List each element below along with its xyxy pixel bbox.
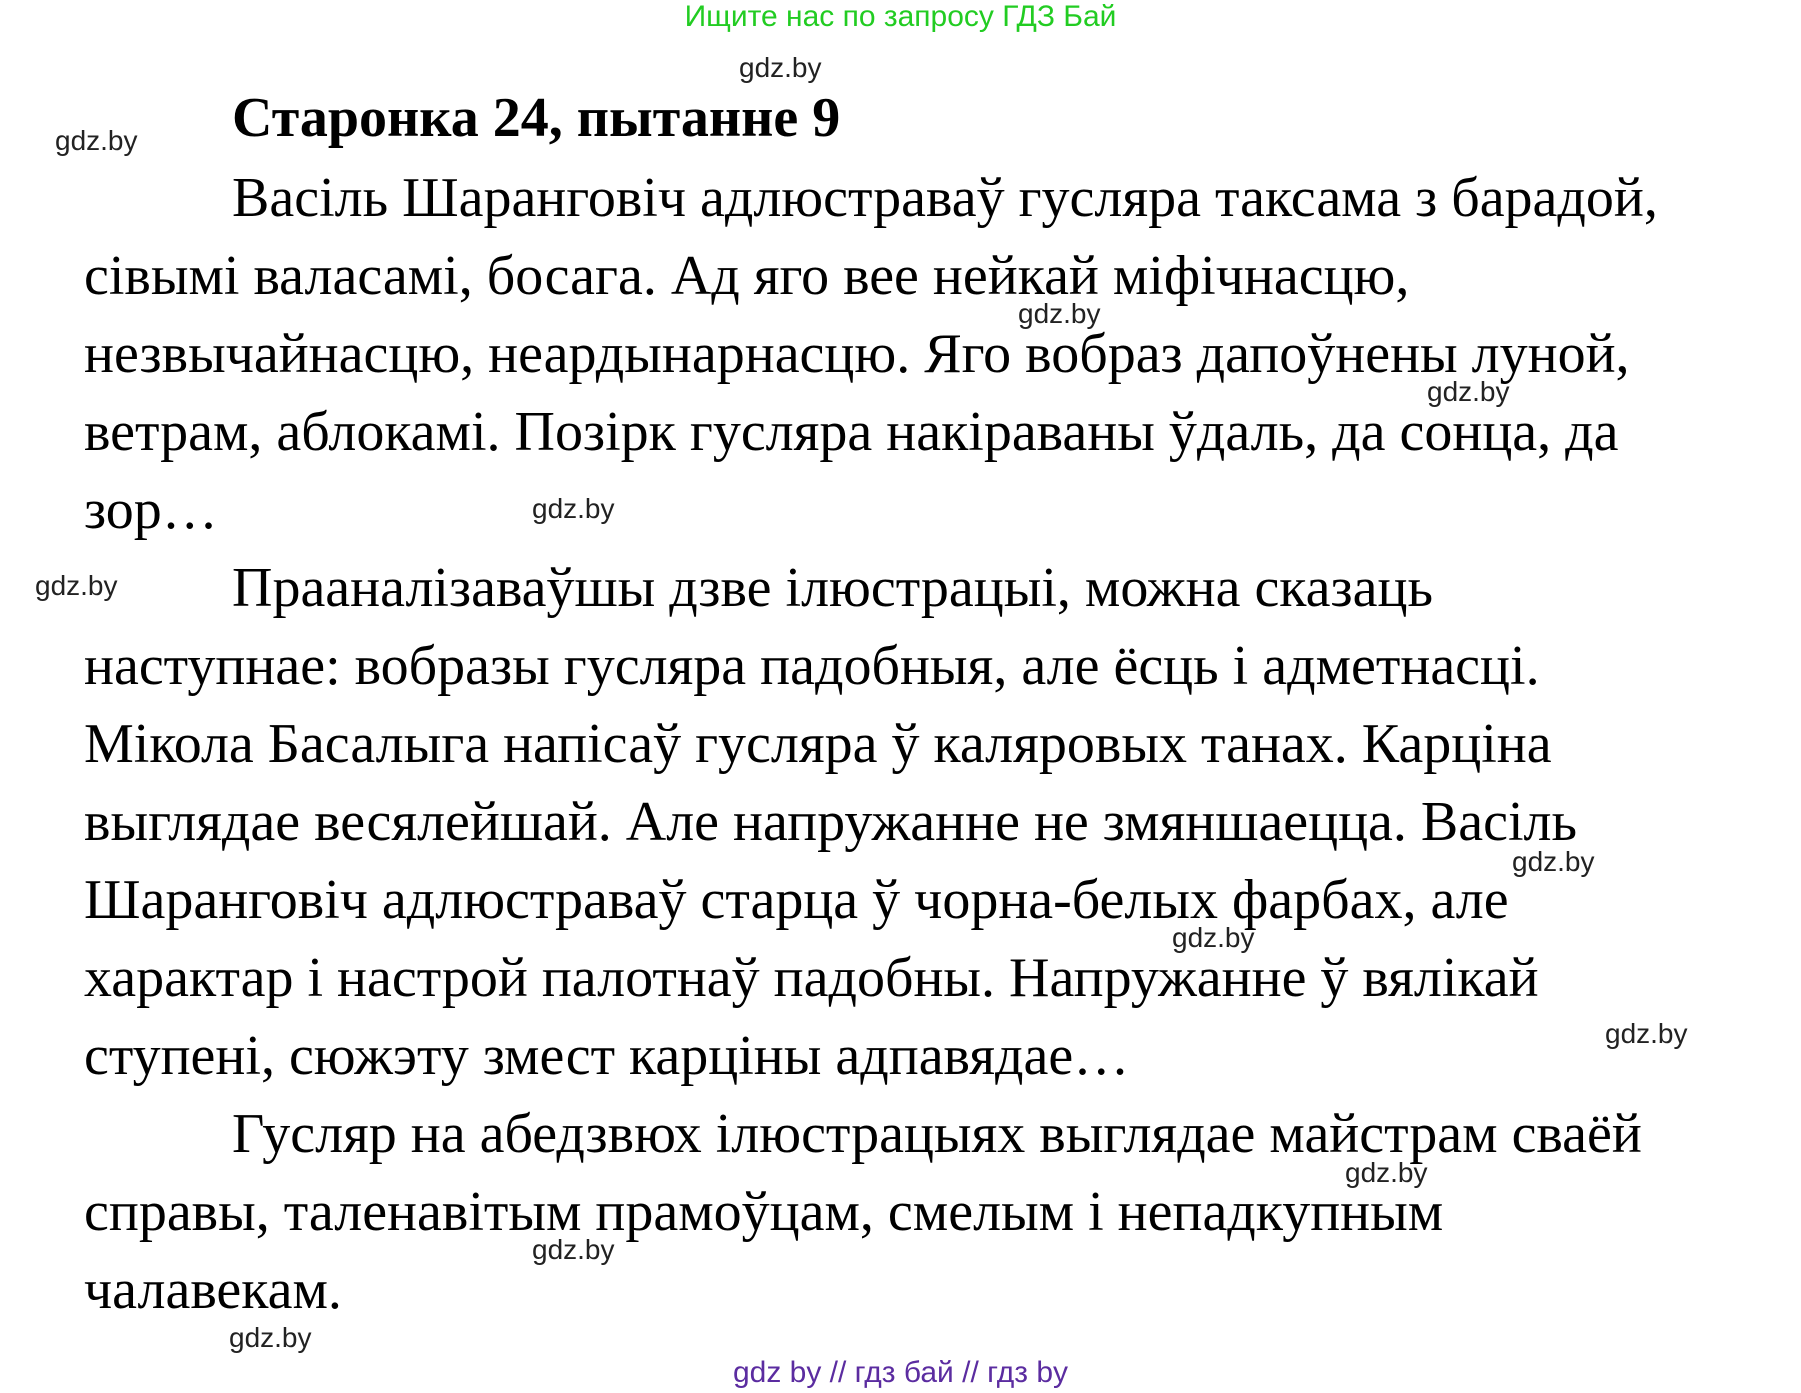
text-line: выглядае весялейшай. Але напружанне не змяншаецца. Васіль <box>84 791 1577 853</box>
text-line: Васіль Шаранговіч адлюстраваў гусляра таксама з барадой, <box>232 167 1658 229</box>
watermark: gdz.by <box>1172 922 1255 953</box>
footer-links[interactable]: gdz by // гдз бай // гдз by <box>732 1356 1069 1389</box>
watermark: gdz.by <box>1018 298 1101 329</box>
text-line: зор… <box>84 479 218 541</box>
watermark: gdz.by <box>739 52 822 83</box>
watermark: gdz.by <box>532 1234 615 1265</box>
watermark: gdz.by <box>1605 1018 1688 1049</box>
watermark: gdz.by <box>1512 846 1595 877</box>
text-line: наступнае: вобразы гусляра падобныя, але ёсць і адметнасці. <box>84 635 1540 697</box>
text-line: ветрам, аблокамі. Позірк гусляра накіраваны ўдаль, да сонца, да <box>84 401 1619 463</box>
text-line: незвычайнасцю, неардынарнасцю. Яго вобраз дапоўнены луной, <box>84 323 1630 385</box>
text-line: сівымі валасамі, босага. Ад яго вее нейкай міфічнасцю, <box>84 245 1410 307</box>
watermark: gdz.by <box>229 1322 312 1353</box>
text-line: Прааналізаваўшы дзве ілюстрацыі, можна сказаць <box>232 557 1433 619</box>
search-banner[interactable]: Ищите нас по запросу ГДЗ Бай <box>684 0 1117 33</box>
text-line: ступені, сюжэту змест карціны адпавядае… <box>84 1025 1130 1087</box>
text-line: Мікола Басалыга напісаў гусляра ў каляровых танах. Карціна <box>84 713 1552 775</box>
text-line: Гусляр на абедзвюх ілюстрацыях выглядае майстрам сваёй <box>232 1103 1642 1165</box>
watermark: gdz.by <box>35 570 118 601</box>
page-title: Старонка 24, пытанне 9 <box>232 87 841 149</box>
watermark: gdz.by <box>55 125 138 156</box>
text-line: Шаранговіч адлюстраваў старца ў чорна-белых фарбах, але <box>84 869 1509 931</box>
text-line: справы, таленавітым прамоўцам, смелым і непадкупным <box>84 1181 1444 1243</box>
watermark: gdz.by <box>1427 376 1510 407</box>
text-line: характар і настрой палотнаў падобны. Напружанне ў вялікай <box>84 947 1539 1009</box>
watermark: gdz.by <box>532 493 615 524</box>
watermark: gdz.by <box>1345 1157 1428 1188</box>
text-line: чалавекам. <box>84 1259 342 1321</box>
